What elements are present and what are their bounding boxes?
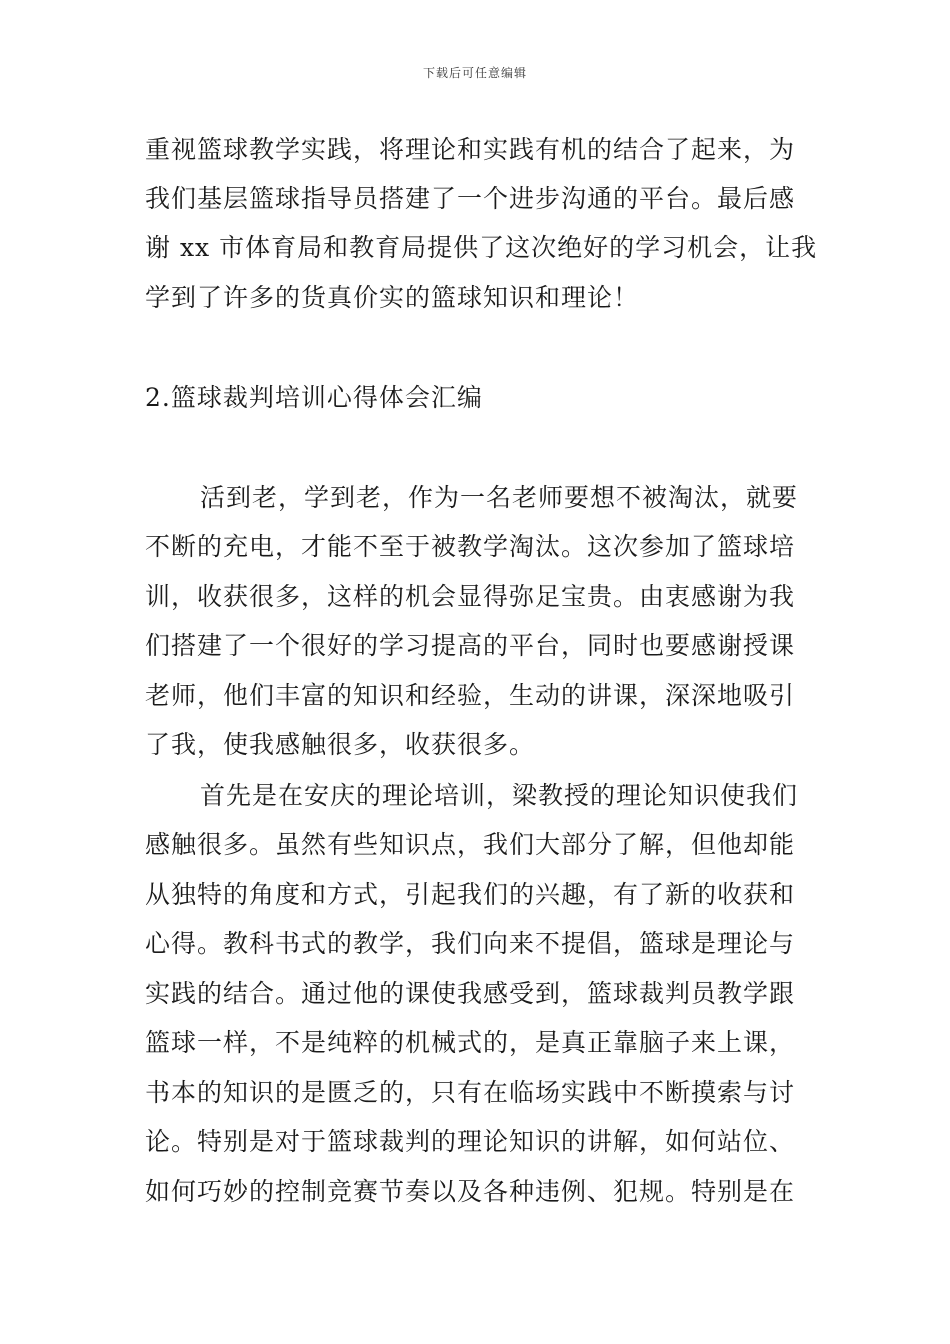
- text-line: 重视篮球教学实践，将理论和实践有机的结合了起来，为: [145, 135, 796, 164]
- text-line: 从独特的角度和方式，引起我们的兴趣，有了新的收获和: [145, 880, 796, 909]
- text-line: 心得。教科书式的教学，我们向来不提倡，篮球是理论与: [145, 929, 796, 958]
- text-line: 了我，使我感触很多，收获很多。: [145, 730, 536, 759]
- text-line: 如何巧妙的控制竞赛节奏以及各种违例、犯规。特别是在: [145, 1177, 796, 1206]
- header-note: 下载后可任意编辑: [422, 66, 527, 80]
- text-line: 谢 xx 市体育局和教育局提供了这次绝好的学习机会，让我: [145, 233, 818, 262]
- text-line: 学到了许多的货真价实的篮球知识和理论！: [145, 283, 640, 312]
- text-line: 首先是在安庆的理论培训，梁教授的理论知识使我们: [200, 781, 799, 810]
- text-line: 实践的结合。通过他的课使我感受到，篮球裁判员教学跟: [145, 979, 796, 1008]
- text-line: 我们基层篮球指导员搭建了一个进步沟通的平台。最后感: [145, 184, 796, 213]
- text-line: 篮球一样，不是纯粹的机械式的，是真正靠脑子来上课，: [145, 1028, 796, 1057]
- text-line: 不断的充电，才能不至于被教学淘汰。这次参加了篮球培: [145, 532, 796, 561]
- section-title: 2.篮球裁判培训心得体会汇编: [145, 383, 483, 412]
- text-line: 们搭建了一个很好的学习提高的平台，同时也要感谢授课: [145, 631, 796, 660]
- text-line: 老师，他们丰富的知识和经验，生动的讲课，深深地吸引: [145, 681, 796, 710]
- text-line: 感触很多。虽然有些知识点，我们大部分了解，但他却能: [145, 830, 796, 859]
- text-line: 训，收获很多，这样的机会显得弥足宝贵。由衷感谢为我: [145, 582, 796, 611]
- text-line: 书本的知识的是匮乏的，只有在临场实践中不断摸索与讨: [145, 1078, 796, 1107]
- text-line: 活到老，学到老，作为一名老师要想不被淘汰，就要: [200, 483, 799, 512]
- text-line: 论。特别是对于篮球裁判的理论知识的讲解，如何站位、: [145, 1127, 796, 1156]
